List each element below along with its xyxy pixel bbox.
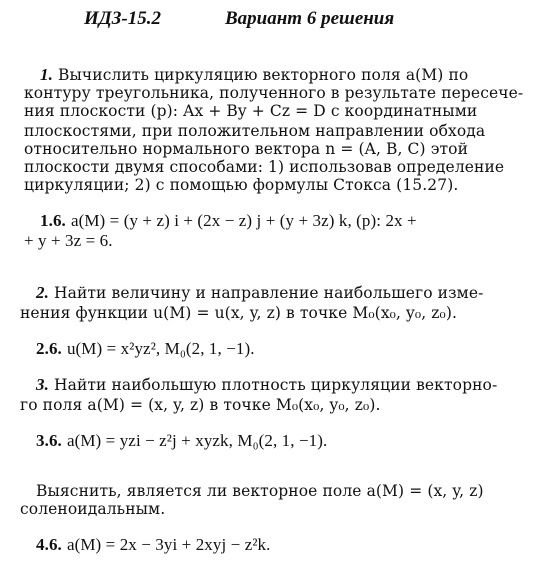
task-3-number: 3. (36, 375, 49, 394)
variant-3-6-formula: a(M) = yzi − z²j + xyzk, M₀(2, 1, −1). (66, 431, 328, 450)
task-2-text-1: Найти величину и направление наибольшего изме- (53, 284, 484, 302)
task-1-number: 1. (40, 65, 53, 84)
task-2-line-1 (36, 284, 483, 302)
variant-1-6-line-1 (40, 212, 417, 230)
task-1-line-2: контуру треугольника, полученного в результате пересече- (24, 84, 524, 102)
variant-1-6-line-2: + y + 3z = 6. (24, 231, 113, 250)
variant-4-6-formula: a(M) = 2x − 3yi + 2xyj − z²k. (66, 535, 271, 554)
variant-2-6-formula: u(M) = x²yz², M₀(2, 1, −1). (66, 339, 255, 358)
variant-2-6-label: 2.6. (36, 339, 62, 358)
task-3-text-1: Найти наибольшую плотность циркуляции векторно- (53, 376, 498, 394)
task-1-text-1: Вычислить циркуляцию векторного поля a(M) по (57, 66, 469, 84)
task-1-line-3: ния плоскости (p): Ax + By + Cz = D с координатными (24, 102, 478, 120)
variant-3-6-label: 3.6. (36, 431, 62, 450)
variant-4-6-label: 4.6. (36, 535, 62, 554)
variant-3-6-line (36, 432, 327, 450)
task-1-line-5: относительно нормального вектора n = (A, B, C) этой (24, 140, 469, 158)
variant-title: Вариант 6 решения (225, 8, 395, 29)
task-4-line-1: Выяснить, является ли векторное поле a(M) = (x, y, z) (36, 482, 484, 500)
variant-4-6-line (36, 536, 271, 554)
page-header (0, 8, 542, 34)
task-3-line-1 (36, 376, 497, 394)
variant-2-6-line (36, 340, 255, 358)
task-2-line-2: нения функции u(M) = u(x, y, z) в точке M₀(x₀, y₀, z₀). (20, 304, 458, 322)
task-1-line-7: циркуляции; 2) с помощью формулы Стокса (15.27). (24, 176, 459, 194)
task-1-line-1 (40, 66, 468, 84)
task-2-number: 2. (36, 283, 49, 302)
task-4-line-2: соленоидальным. (20, 500, 166, 518)
assignment-code: ИДЗ-15.2 (84, 8, 162, 29)
variant-1-6-formula: a(M) = (y + z) i + (2x − z) j + (y + 3z) k, (p): 2x + (70, 211, 417, 230)
task-1-line-4: плоскостями, при положительном направлении обхода (24, 122, 486, 140)
variant-1-6-label: 1.6. (40, 211, 66, 230)
task-1-line-6: плоскости двумя способами: 1) использовав определение (24, 158, 505, 176)
task-3-line-2: го поля a(M) = (x, y, z) в точке M₀(x₀, y₀, z₀). (20, 396, 381, 414)
